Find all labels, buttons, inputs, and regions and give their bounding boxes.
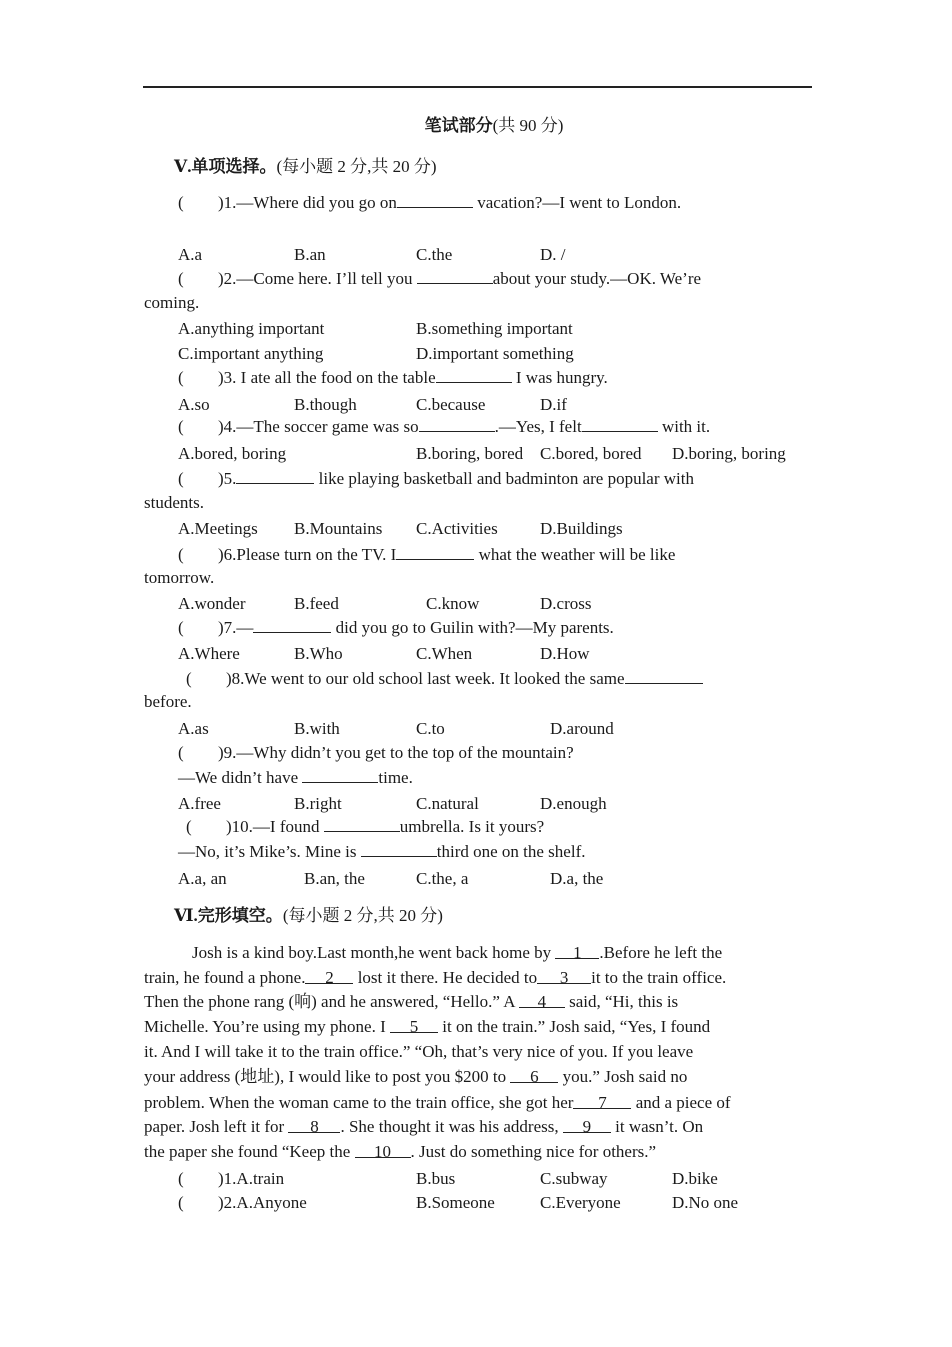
question-9-line2: —We didn’t have time. xyxy=(178,768,413,787)
q10-option-a: A.a, an xyxy=(178,869,227,888)
title-main: 笔试部分 xyxy=(424,116,493,135)
q7-option-b: B.Who xyxy=(294,644,343,663)
q4-option-c: C.bored, bored xyxy=(540,444,642,463)
c2-option-b: B.Someone xyxy=(416,1193,495,1212)
c1-option-d: D.bike xyxy=(672,1169,718,1188)
answer-blank[interactable] xyxy=(396,545,474,560)
title-score-text: (共 90 分) xyxy=(492,116,564,135)
passage-line-8: paper. Josh left it for 8 . She thought it was his address, 9 it wasn’t. On xyxy=(144,1117,704,1136)
cloze-blank-4[interactable]: 4 xyxy=(519,993,565,1008)
question-2-cont: coming. xyxy=(144,293,200,312)
q1-option-c: C.the xyxy=(416,245,453,264)
c2-option-c: C.Everyone xyxy=(540,1193,621,1212)
question-4: ( )4.—The soccer game was so .—Yes, I felt with it. xyxy=(178,417,711,436)
passage-line-7: problem. When the woman came to the train office, she got her 7 and a piece of xyxy=(144,1093,731,1112)
q9-option-a: A.free xyxy=(178,794,221,813)
q10-option-c: C.the, a xyxy=(416,869,469,888)
q10-option-b: B.an, the xyxy=(304,869,365,888)
q8-option-d: D.around xyxy=(550,719,614,738)
q6-option-c: C.know xyxy=(426,594,480,613)
q3-option-a: A.so xyxy=(178,395,210,414)
question-5-cont: students. xyxy=(144,493,204,512)
q4-option-a: A.bored, boring xyxy=(178,444,287,463)
answer-blank[interactable] xyxy=(253,618,331,633)
q1-option-d: D. / xyxy=(540,245,566,264)
section-6-heading xyxy=(174,905,443,927)
cloze-question-1: ( )1.A.train xyxy=(178,1169,285,1188)
question-3: ( )3. I ate all the food on the table I was hungry. xyxy=(178,368,608,387)
passage-line-2: train, he found a phone. 2 lost it there. He decided to 3 it to the train office. xyxy=(144,968,727,987)
q2-option-d: D.important something xyxy=(416,344,574,363)
answer-blank[interactable] xyxy=(324,817,400,832)
cloze-blank-3[interactable]: 3 xyxy=(537,969,591,984)
section-6-label: Ⅵ.完形填空。 xyxy=(174,906,283,925)
cloze-blank-9[interactable]: 9 xyxy=(563,1118,611,1133)
passage-line-3: Then the phone rang (响) and he answered, “Hello.” A 4 said, “Hi, this is xyxy=(144,992,679,1011)
section-5-label: Ⅴ.单项选择。 xyxy=(174,157,277,176)
q3-option-c: C.because xyxy=(416,395,486,414)
question-7: ( )7.— did you go to Guilin with?—My parents. xyxy=(178,618,614,637)
passage-line-6: your address (地址), I would like to post you $200 to 6 you.” Josh said no xyxy=(144,1067,688,1086)
q9-option-d: D.enough xyxy=(540,794,607,813)
section-5-score: (每小题 2 分,共 20 分) xyxy=(276,157,437,176)
cloze-question-2: ( )2.A.Anyone xyxy=(178,1193,307,1212)
c1-option-b: B.bus xyxy=(416,1169,456,1188)
q7-option-a: A.Where xyxy=(178,644,240,663)
q6-option-a: A.wonder xyxy=(178,594,246,613)
answer-blank[interactable] xyxy=(625,669,703,684)
question-1: ( )1.—Where did you go on vacation?—I went to London. xyxy=(178,193,682,212)
answer-blank[interactable] xyxy=(302,768,378,783)
q5-option-c: C.Activities xyxy=(416,519,498,538)
q1-option-a: A.a xyxy=(178,245,203,264)
q1-option-b: B.an xyxy=(294,245,326,264)
q8-option-a: A.as xyxy=(178,719,209,738)
cloze-blank-6[interactable]: 6 xyxy=(510,1068,558,1083)
q8-option-b: B.with xyxy=(294,719,340,738)
cloze-blank-8[interactable]: 8 xyxy=(288,1118,340,1133)
q7-option-d: D.How xyxy=(540,644,590,663)
q2-option-a: A.anything important xyxy=(178,319,325,338)
q7-option-c: C.When xyxy=(416,644,473,663)
q2-option-b: B.something important xyxy=(416,319,573,338)
header-rule xyxy=(143,86,812,88)
q5-option-a: A.Meetings xyxy=(178,519,258,538)
q9-option-b: B.right xyxy=(294,794,342,813)
passage-line-4: Michelle. You’re using my phone. I 5 it on the train.” Josh said, “Yes, I found xyxy=(144,1017,711,1036)
answer-blank[interactable] xyxy=(361,842,437,857)
answer-blank[interactable] xyxy=(397,193,473,208)
question-2: ( )2.—Come here. I’ll tell you about your study.—OK. We’re xyxy=(178,269,702,288)
answer-blank[interactable] xyxy=(419,417,495,432)
question-8: ( )8.We went to our old school last week. It looked the same xyxy=(186,668,703,690)
cloze-blank-5[interactable]: 5 xyxy=(390,1018,438,1033)
answer-blank[interactable] xyxy=(436,368,512,383)
q5-option-d: D.Buildings xyxy=(540,519,623,538)
q10-option-d: D.a, the xyxy=(550,869,604,888)
q3-option-b: B.though xyxy=(294,395,357,414)
page-title xyxy=(0,115,952,137)
passage-line-5: it. And I will take it to the train office.” “Oh, that’s very nice of you. If you leave xyxy=(144,1042,694,1061)
question-6-cont: tomorrow. xyxy=(144,568,215,587)
question-9: ( )9.—Why didn’t you get to the top of the mountain? xyxy=(178,743,574,762)
answer-blank[interactable] xyxy=(582,417,658,432)
passage-line-9: the paper she found “Keep the 10 . Just do something nice for others.” xyxy=(144,1142,657,1161)
answer-blank[interactable] xyxy=(236,469,314,484)
c1-option-c: C.subway xyxy=(540,1169,608,1188)
answer-blank[interactable] xyxy=(417,269,493,284)
cloze-blank-1[interactable]: 1 xyxy=(555,944,599,959)
cloze-blank-7[interactable]: 7 xyxy=(573,1094,631,1109)
c2-option-d: D.No one xyxy=(672,1193,739,1212)
question-10: ( )10.—I found umbrella. Is it yours? xyxy=(186,817,545,836)
q8-option-c: C.to xyxy=(416,719,445,738)
section-6-score: (每小题 2 分,共 20 分) xyxy=(282,906,443,925)
q9-option-c: C.natural xyxy=(416,794,479,813)
q4-option-d: D.boring, boring xyxy=(672,444,786,463)
q2-option-c: C.important anything xyxy=(178,344,324,363)
q4-option-b: B.boring, bored xyxy=(416,444,524,463)
q6-option-d: D.cross xyxy=(540,594,592,613)
q5-option-b: B.Mountains xyxy=(294,519,383,538)
question-8-cont: before. xyxy=(144,692,192,711)
question-5: ( )5. like playing basketball and badminton are popular with xyxy=(178,469,694,488)
cloze-blank-10[interactable]: 10 xyxy=(355,1143,411,1158)
question-6: ( )6.Please turn on the TV. I what the weather will be like xyxy=(178,545,676,564)
cloze-blank-2[interactable]: 2 xyxy=(305,969,353,984)
q3-option-d: D.if xyxy=(540,395,567,414)
section-5-heading xyxy=(174,156,437,178)
question-10-line2: —No, it’s Mike’s. Mine is third one on the shelf. xyxy=(178,842,586,861)
q6-option-b: B.feed xyxy=(294,594,339,613)
passage-line-1: Josh is a kind boy.Last month,he went back home by 1 .Before he left the xyxy=(192,943,723,962)
